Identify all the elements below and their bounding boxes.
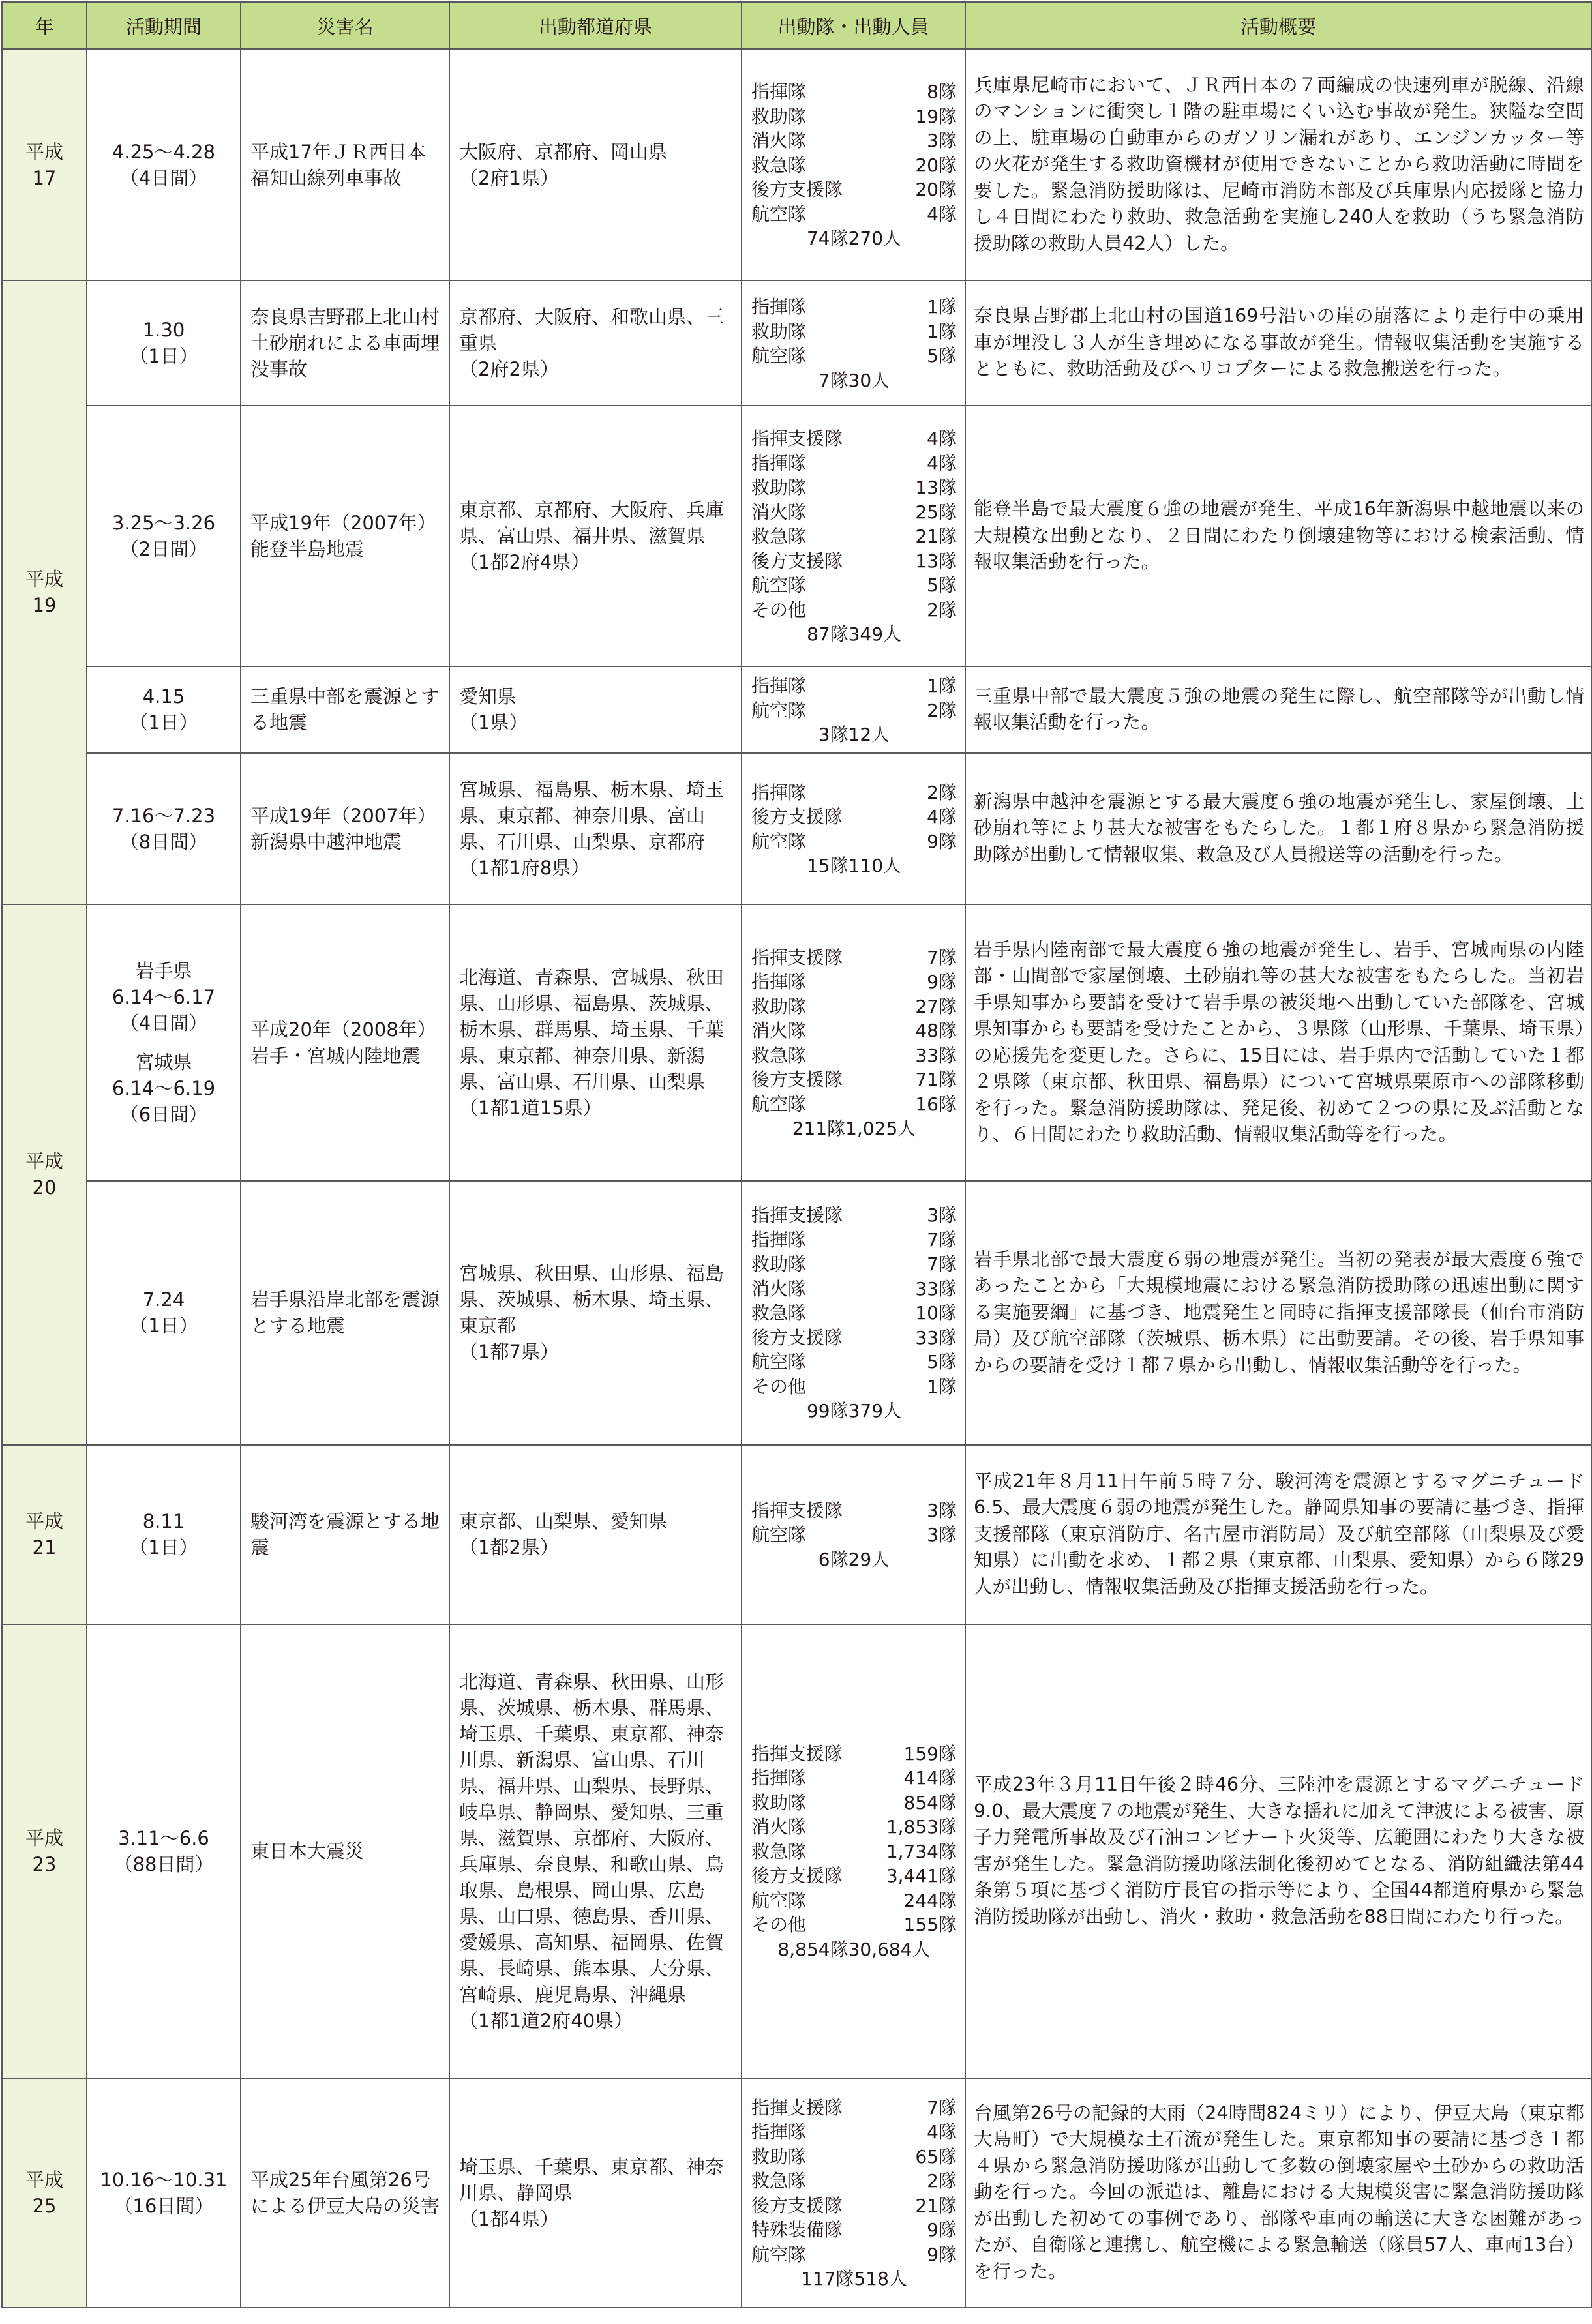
unit-count: 7隊 xyxy=(927,1229,957,1251)
unit-total: 6隊29人 xyxy=(818,1548,890,1570)
unit-count: 854隊 xyxy=(903,1791,957,1813)
prefectures-cell: 東京都、京都府、大阪府、兵庫県、富山県、福井県、滋賀県 （1都2府4県） xyxy=(449,406,742,666)
unit-count: 2隊 xyxy=(927,781,957,803)
unit-row xyxy=(751,320,957,344)
unit-row xyxy=(751,1888,957,1913)
period-cell: 3.25～3.26 （2日間） xyxy=(87,406,241,666)
table-row xyxy=(2,753,1591,904)
unit-row xyxy=(751,1523,957,1547)
unit-label: 救急隊 xyxy=(751,526,807,548)
unit-total: 87隊349人 xyxy=(806,623,902,646)
unit-row xyxy=(751,946,957,970)
prefectures-cell: 北海道、青森県、秋田県、山形県、茨城県、栃木県、群馬県、埼玉県、千葉県、東京都、神奈川県、新潟県、富山県、石川県、福井県、山梨県、長野県、岐阜県、静岡県、愛知県、三重県、滋賀県、京都府、大阪府、兵庫県、奈良県、和歌山県、鳥取県、島根県、岡山県、広島県、山口県、徳島県、香川県、愛媛県、高知県、福岡県、佐賀県、長崎県、熊本県、大分県、宮崎県、鹿児島県、沖縄県 （1都1道2府40県） xyxy=(449,1624,742,2078)
unit-label: 航空隊 xyxy=(751,574,807,597)
unit-count: 13隊 xyxy=(915,550,957,572)
unit-label: 指揮隊 xyxy=(751,296,807,318)
year-cell: 平成 23 xyxy=(2,1624,87,2078)
unit-label: 指揮支援隊 xyxy=(751,2096,843,2119)
unit-row xyxy=(751,1815,957,1840)
period-cell: 4.15 （1日） xyxy=(87,666,241,753)
summary-cell: 岩手県北部で最大震度６弱の地震が発生。当初の発表が最大震度６強であったことから「大規模地震における緊急消防援助隊の迅速出動に関する実施要綱」に基づき、地震発生と同時に指揮支援部隊長（仙台市消防局）及び航空部隊（茨城県、栃木県）に出動要請。その後、岩手県知事からの要請を受け１都７県から出動し、情報収集活動等を行った。 xyxy=(965,1181,1591,1445)
table-row xyxy=(2,280,1591,406)
unit-row xyxy=(751,1301,957,1326)
table-row xyxy=(2,904,1591,1181)
unit-total: 99隊379人 xyxy=(806,1400,902,1422)
header-prefectures: 出動都道府県 xyxy=(449,2,742,49)
unit-row xyxy=(751,2194,957,2218)
unit-row xyxy=(751,2120,957,2145)
unit-row xyxy=(751,1375,957,1399)
unit-count: 19隊 xyxy=(915,105,957,127)
period-cell: 7.16～7.23 （8日間） xyxy=(87,753,241,904)
summary-cell: 岩手県内陸南部で最大震度６強の地震が発生し、岩手、宮城両県の内陸部・山間部で家屋倒壊、土砂崩れ等の甚大な被害をもたらした。当初岩手県知事から要請を受けて岩手県の被災地へ出動していた部隊を、宮城県知事からも要請を受けたことから、３県隊（山形県、千葉県、埼玉県）の応援先を変更した。さらに、15日には、岩手県内で活動していた１都２県隊（東京都、秋田県、福島県）について宮城県栗原市への部隊移動を行った。緊急消防援助隊は、発足後、初めて２つの県に及ぶ活動となり、６日間にわたり救助活動、情報収集活動等を行った。 xyxy=(965,904,1591,1181)
unit-label: 救助隊 xyxy=(751,105,807,127)
unit-total: 211隊1,025人 xyxy=(792,1118,916,1139)
unit-total: 15隊110人 xyxy=(806,855,902,876)
disaster-name-cell: 平成25年台風第26号による伊豆大島の災害 xyxy=(241,2078,449,2308)
period-cell: 3.11～6.6 （88日間） xyxy=(87,1624,241,2078)
unit-row xyxy=(751,674,957,698)
year-cell: 平成 19 xyxy=(2,280,87,904)
header-row xyxy=(2,2,1591,49)
summary-cell: 台風第26号の記録的大雨（24時間824ミリ）により、伊豆大島（東京都大島町）で大規模な土石流が発生した。東京都知事の要請に基づき１都４県から緊急消防援助隊が出動して多数の倒壊家屋や土砂からの救助活動を行った。今回の派遣は、離島における大規模災害に緊急消防援助隊が出動した初めての事例であり、部隊や車両の輸送に大きな困難があったが、自衛隊と連携し、航空機による緊急輸送（隊員57人、車両13台）を行った。 xyxy=(965,2078,1591,2308)
units-cell xyxy=(742,753,965,904)
unit-label: 後方支援隊 xyxy=(751,1326,843,1348)
unit-label: 救急隊 xyxy=(751,154,807,176)
unit-row xyxy=(751,1840,957,1864)
unit-count: 10隊 xyxy=(915,1302,957,1324)
unit-label: 消火隊 xyxy=(751,1020,807,1041)
unit-label: 救急隊 xyxy=(751,1044,807,1066)
year-cell: 平成 20 xyxy=(2,904,87,1445)
units-cell xyxy=(742,1181,965,1445)
unit-count: 1,734隊 xyxy=(886,1840,957,1862)
units-cell xyxy=(742,1445,965,1624)
unit-label: 救助隊 xyxy=(751,477,807,499)
unit-label: 指揮隊 xyxy=(751,81,807,103)
unit-label: 航空隊 xyxy=(751,1524,807,1546)
unit-label: 指揮隊 xyxy=(751,1229,807,1251)
unit-count: 7隊 xyxy=(927,2096,957,2119)
units-cell xyxy=(742,904,965,1181)
unit-row xyxy=(751,1913,957,1937)
units-cell xyxy=(742,666,965,753)
disaster-name-cell: 平成20年（2008年）岩手・宮城内陸地震 xyxy=(241,904,449,1181)
unit-row xyxy=(751,202,957,227)
unit-count: 414隊 xyxy=(903,1767,957,1789)
unit-row xyxy=(751,1252,957,1277)
unit-label: 救助隊 xyxy=(751,995,807,1017)
units-cell xyxy=(742,406,965,666)
unit-count: 159隊 xyxy=(903,1742,957,1765)
summary-cell: 新潟県中越沖を震源とする最大震度６強の地震が発生し、家屋倒壊、土砂崩れ等により甚大な被害をもたらした。１都１府８県から緊急消防援助隊が出動して情報収集、救急及び人員搬送等の活動を行った。 xyxy=(965,753,1591,904)
unit-row xyxy=(751,1092,957,1117)
prefectures-cell: 東京都、山梨県、愛知県 （1都2県） xyxy=(449,1445,742,1624)
unit-row xyxy=(751,1864,957,1888)
unit-count: 4隊 xyxy=(927,428,957,450)
unit-row xyxy=(751,1228,957,1253)
unit-count: 25隊 xyxy=(915,501,957,523)
unit-count: 71隊 xyxy=(915,1069,957,1090)
unit-row xyxy=(751,177,957,202)
unit-count: 9隊 xyxy=(927,2219,957,2241)
unit-count: 48隊 xyxy=(915,1020,957,1041)
year-cell: 平成 17 xyxy=(2,49,87,280)
unit-row xyxy=(751,1498,957,1523)
disaster-name-cell: 岩手県沿岸北部を震源とする地震 xyxy=(241,1181,449,1445)
unit-label: 消火隊 xyxy=(751,1816,807,1838)
unit-count: 20隊 xyxy=(915,179,957,201)
unit-label: 後方支援隊 xyxy=(751,179,843,201)
unit-count: 4隊 xyxy=(927,806,957,827)
unit-label: 救助隊 xyxy=(751,1791,807,1813)
unit-count: 1隊 xyxy=(927,320,957,342)
unit-count: 155隊 xyxy=(903,1914,957,1936)
unit-label: 指揮隊 xyxy=(751,2121,807,2143)
unit-label: 指揮支援隊 xyxy=(751,1204,843,1227)
unit-label: 航空隊 xyxy=(751,203,807,225)
period-cell: 8.11 （1日） xyxy=(87,1445,241,1624)
unit-label: 消火隊 xyxy=(751,501,807,523)
unit-count: 3隊 xyxy=(927,1204,957,1227)
unit-row xyxy=(751,80,957,104)
unit-label: 特殊装備隊 xyxy=(751,2219,843,2241)
disaster-name-cell: 三重県中部を震源とする地震 xyxy=(241,666,449,753)
units-cell xyxy=(742,280,965,406)
unit-label: 航空隊 xyxy=(751,2243,807,2265)
unit-count: 2隊 xyxy=(927,599,957,621)
unit-row xyxy=(751,1766,957,1791)
table-row xyxy=(2,1445,1591,1624)
unit-count: 2隊 xyxy=(927,2170,957,2192)
unit-row xyxy=(751,295,957,320)
unit-count: 4隊 xyxy=(927,2121,957,2143)
unit-label: 指揮隊 xyxy=(751,1767,807,1789)
unit-label: 救助隊 xyxy=(751,1253,807,1275)
unit-label: 指揮隊 xyxy=(751,971,807,992)
unit-count: 7隊 xyxy=(927,946,957,968)
unit-row xyxy=(751,1326,957,1350)
prefectures-cell: 京都府、大阪府、和歌山県、三重県 （2府2県） xyxy=(449,280,742,406)
period-iwate: 岩手県 6.14～6.17 （4日間） xyxy=(112,959,216,1034)
unit-row xyxy=(751,1742,957,1766)
unit-row xyxy=(751,598,957,623)
unit-count: 7隊 xyxy=(927,1253,957,1275)
unit-label: 航空隊 xyxy=(751,345,807,366)
unit-total: 7隊30人 xyxy=(818,369,890,391)
unit-label: 後方支援隊 xyxy=(751,1865,843,1887)
unit-count: 1隊 xyxy=(927,675,957,696)
unit-count: 3隊 xyxy=(927,130,957,152)
period-miyagi: 宮城県 6.14～6.19 （6日間） xyxy=(112,1050,216,1125)
unit-count: 21隊 xyxy=(915,526,957,548)
unit-count: 1,853隊 xyxy=(886,1816,957,1838)
unit-row xyxy=(751,1277,957,1302)
unit-count: 3,441隊 xyxy=(886,1865,957,1887)
unit-row xyxy=(751,805,957,829)
unit-row xyxy=(751,573,957,598)
disaster-name-cell: 平成19年（2007年）新潟県中越沖地震 xyxy=(241,753,449,904)
unit-row xyxy=(751,2145,957,2169)
unit-label: 航空隊 xyxy=(751,830,807,852)
prefectures-cell: 埼玉県、千葉県、東京都、神奈川県、静岡県 （1都4県） xyxy=(449,2078,742,2308)
unit-row xyxy=(751,344,957,368)
period-cell: 4.25～4.28 （4日間） xyxy=(87,49,241,280)
table-row xyxy=(2,49,1591,280)
unit-label: 消火隊 xyxy=(751,1277,807,1300)
unit-label: 後方支援隊 xyxy=(751,550,843,572)
unit-label: 指揮支援隊 xyxy=(751,428,843,450)
period-cell xyxy=(87,904,241,1181)
period-cell: 1.30 （1日） xyxy=(87,280,241,406)
unit-count: 4隊 xyxy=(927,203,957,225)
unit-count: 4隊 xyxy=(927,452,957,474)
unit-label: 指揮支援隊 xyxy=(751,946,843,968)
disaster-name-cell: 平成19年（2007年）能登半島地震 xyxy=(241,406,449,666)
prefectures-cell: 北海道、青森県、宮城県、秋田県、山形県、福島県、茨城県、栃木県、群馬県、埼玉県、千葉県、東京都、神奈川県、新潟県、富山県、石川県、山梨県 （1都1道15県） xyxy=(449,904,742,1181)
disaster-name-cell: 平成17年ＪＲ西日本福知山線列車事故 xyxy=(241,49,449,280)
unit-label: 指揮隊 xyxy=(751,675,807,696)
unit-row xyxy=(751,2242,957,2267)
unit-label: 後方支援隊 xyxy=(751,1069,843,1090)
unit-row xyxy=(751,994,957,1019)
unit-count: 5隊 xyxy=(927,345,957,366)
unit-count: 3隊 xyxy=(927,1499,957,1521)
unit-row xyxy=(751,2096,957,2121)
unit-row xyxy=(751,970,957,994)
unit-count: 1隊 xyxy=(927,296,957,318)
unit-label: 救急隊 xyxy=(751,1840,807,1862)
unit-label: 後方支援隊 xyxy=(751,2194,843,2216)
unit-label: 救急隊 xyxy=(751,1302,807,1324)
unit-row xyxy=(751,1043,957,1068)
unit-count: 33隊 xyxy=(915,1044,957,1066)
unit-label: 航空隊 xyxy=(751,1889,807,1911)
unit-row xyxy=(751,524,957,549)
unit-row xyxy=(751,781,957,805)
unit-total: 3隊12人 xyxy=(818,724,890,745)
header-period: 活動期間 xyxy=(87,2,241,49)
period-cell: 7.24 （1日） xyxy=(87,1181,241,1445)
summary-cell: 平成23年３月11日午後２時46分、三陸沖を震源とするマグニチュード9.0、最大震度７の地震が発生、大きな揺れに加えて津波による被害、原子力発電所事故及び石油コンビナート火災等、広範囲にわたり大きな被害が発生した。緊急消防援助隊法制化後初めてとなる、消防組織法第44条第５項に基づく消防庁長官の指示等により、全国44都道府県から緊急消防援助隊が出動し、消火・救助・救急活動を88日間にわたり行った。 xyxy=(965,1624,1591,2078)
period-cell: 10.16～10.31 （16日間） xyxy=(87,2078,241,2308)
unit-row xyxy=(751,698,957,723)
unit-row xyxy=(751,2169,957,2194)
unit-total: 117隊518人 xyxy=(801,2268,907,2289)
unit-label: 航空隊 xyxy=(751,1351,807,1373)
unit-total: 8,854隊30,684人 xyxy=(777,1938,931,1960)
unit-count: 9隊 xyxy=(927,2243,957,2265)
unit-label: 救急隊 xyxy=(751,2170,807,2192)
unit-label: 救助隊 xyxy=(751,320,807,342)
summary-cell: 能登半島で最大震度６強の地震が発生、平成16年新潟県中越地震以来の大規模な出動となり、２日間にわたり倒壊建物等における検索活動、情報収集活動を行った。 xyxy=(965,406,1591,666)
unit-row xyxy=(751,2218,957,2242)
unit-row xyxy=(751,128,957,153)
header-units: 出動隊・出動人員 xyxy=(742,2,965,49)
unit-row xyxy=(751,475,957,500)
unit-count: 9隊 xyxy=(927,830,957,852)
table-row xyxy=(2,1624,1591,2078)
unit-label: 指揮支援隊 xyxy=(751,1742,843,1765)
unit-count: 33隊 xyxy=(915,1326,957,1348)
disaster-activity-table xyxy=(1,1,1592,2308)
table-row xyxy=(2,1181,1591,1445)
unit-label: その他 xyxy=(751,1914,807,1936)
unit-count: 5隊 xyxy=(927,1351,957,1373)
unit-count: 5隊 xyxy=(927,574,957,597)
prefectures-cell: 宮城県、福島県、栃木県、埼玉県、東京都、神奈川県、富山県、石川県、山梨県、京都府 （1都1府8県） xyxy=(449,753,742,904)
unit-count: 9隊 xyxy=(927,971,957,992)
prefectures-cell: 大阪府、京都府、岡山県 （2府1県） xyxy=(449,49,742,280)
unit-row xyxy=(751,1350,957,1375)
unit-label: その他 xyxy=(751,1375,807,1397)
unit-label: 指揮支援隊 xyxy=(751,1499,843,1521)
prefectures-cell: 宮城県、秋田県、山形県、福島県、茨城県、栃木県、埼玉県、東京都 （1都7県） xyxy=(449,1181,742,1445)
unit-label: その他 xyxy=(751,599,807,621)
unit-label: 航空隊 xyxy=(751,699,807,721)
unit-label: 航空隊 xyxy=(751,1093,807,1115)
unit-row xyxy=(751,104,957,129)
unit-row xyxy=(751,829,957,854)
unit-count: 27隊 xyxy=(915,995,957,1017)
disaster-name-cell: 奈良県吉野郡上北山村土砂崩れによる車両埋没事故 xyxy=(241,280,449,406)
summary-cell: 三重県中部で最大震度５強の地震の発生に際し、航空部隊等が出動し情報収集活動を行った。 xyxy=(965,666,1591,753)
unit-label: 指揮隊 xyxy=(751,781,807,803)
table-row xyxy=(2,666,1591,753)
units-cell xyxy=(742,2078,965,2308)
unit-count: 20隊 xyxy=(915,154,957,176)
disaster-name-cell: 東日本大震災 xyxy=(241,1624,449,2078)
unit-count: 13隊 xyxy=(915,477,957,499)
unit-label: 消火隊 xyxy=(751,130,807,152)
unit-count: 65隊 xyxy=(915,2145,957,2168)
header-year: 年 xyxy=(2,2,87,49)
unit-row xyxy=(751,426,957,451)
unit-row xyxy=(751,500,957,525)
unit-row xyxy=(751,451,957,476)
year-cell: 平成 25 xyxy=(2,2078,87,2308)
units-cell xyxy=(742,1624,965,2078)
header-summary: 活動概要 xyxy=(965,2,1591,49)
unit-row xyxy=(751,1203,957,1228)
unit-count: 8隊 xyxy=(927,81,957,103)
summary-cell: 兵庫県尼崎市において、ＪＲ西日本の７両編成の快速列車が脱線、沿線のマンションに衝突し１階の駐車場にくい込む事故が発生。狭隘な空間の上、駐車場の自動車からのガソリン漏れがあり、エンジンカッター等の火花が発生する救助資機材が使用できないことから救助活動に時間を要した。緊急消防援助隊は、尼崎市消防本部及び兵庫県内応援隊と協力し４日間にわたり救助、救急活動を実施し240人を救助（うち緊急消防援助隊の救助人員42人）した。 xyxy=(965,49,1591,280)
year-cell: 平成 21 xyxy=(2,1445,87,1624)
unit-count: 2隊 xyxy=(927,699,957,721)
unit-label: 指揮隊 xyxy=(751,452,807,474)
prefectures-cell: 愛知県 （1県） xyxy=(449,666,742,753)
units-cell xyxy=(742,49,965,280)
disaster-name-cell: 駿河湾を震源とする地震 xyxy=(241,1445,449,1624)
unit-row xyxy=(751,1791,957,1815)
header-disaster: 災害名 xyxy=(241,2,449,49)
unit-total: 74隊270人 xyxy=(806,228,902,250)
table-row xyxy=(2,406,1591,666)
summary-cell: 平成21年８月11日午前５時７分、駿河湾を震源とするマグニチュード6.5、最大震度６弱の地震が発生した。静岡県知事の要請に基づき、指揮支援部隊（東京消防庁、名古屋市消防局）及び航空部隊（山梨県及び愛知県）に出動を求め、１都２県（東京都、山梨県、愛知県）から６隊29人が出動し、情報収集活動及び指揮支援活動を行った。 xyxy=(965,1445,1591,1624)
table-row xyxy=(2,2078,1591,2308)
summary-cell: 奈良県吉野郡上北山村の国道169号沿いの崖の崩落により走行中の乗用車が埋没し３人が生き埋めになる事故が発生。情報収集活動を実施するとともに、救助活動及びヘリコプターによる救急搬送を行った。 xyxy=(965,280,1591,406)
unit-row xyxy=(751,1067,957,1092)
unit-label: 後方支援隊 xyxy=(751,806,843,827)
unit-count: 3隊 xyxy=(927,1524,957,1546)
unit-count: 16隊 xyxy=(915,1093,957,1115)
unit-count: 1隊 xyxy=(927,1375,957,1397)
unit-count: 33隊 xyxy=(915,1277,957,1300)
unit-row xyxy=(751,1019,957,1043)
unit-count: 21隊 xyxy=(915,2194,957,2216)
unit-row xyxy=(751,153,957,178)
unit-row xyxy=(751,549,957,574)
unit-count: 244隊 xyxy=(903,1889,957,1911)
unit-label: 救助隊 xyxy=(751,2145,807,2168)
